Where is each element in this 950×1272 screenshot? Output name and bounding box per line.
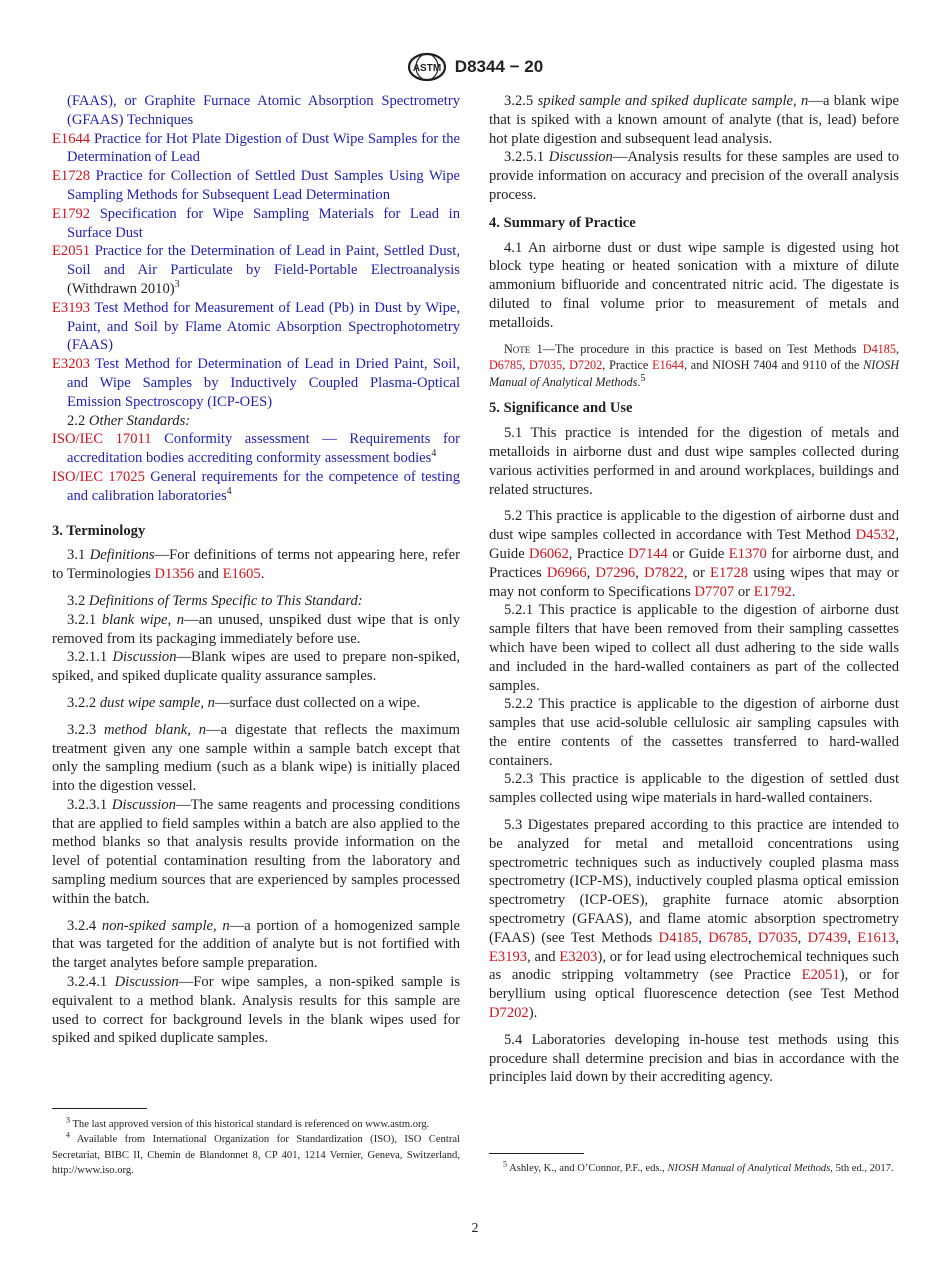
link-d7439[interactable]: D7439 [807,929,848,946]
link-e1370[interactable]: E1370 [728,545,767,562]
section-4-heading: 4. Summary of Practice [489,214,636,231]
reference-e1728[interactable]: E1728 Practice for Collection of Settled Dust Samples Using Wipe Sampling Methods for Subsequent Lead Determination [52,168,460,203]
paragraph-4-1: 4.1 An airborne dust or dust wipe sample is digested using hot block type heating or heated sonication with a mixture of dilute ammonium bifluoride and concentrated nitric acid. The digestate is diluted to final volume prior to measurement of metals and metalloids. [489,239,899,331]
paragraph-5-1: 5.1 This practice is intended for the digestion of metals and metalloids in airborne dust and dust wipe samples collected during various activities performed in and around workplaces, buildings and related structures. [489,425,899,498]
footnote-3: $^3$ The last approved version of this historical standard is referenced on www.astm.org. [66,1115,430,1130]
link-e1613[interactable]: E1613 [857,929,896,946]
note-1: Note 1—The procedure in this practice is based on Test Methods D4185, D6785, D7035, D7202, Practice E1644, and NIOSH 7404 and 9110 of the NIOSH Manual of Analytical Methods.$^5$ [489,341,900,389]
link-d6966[interactable]: D6966 [546,564,587,581]
standard-designation: D8344 − 20 [454,57,544,76]
link-d7035-b[interactable]: D7035 [757,929,798,946]
link-d7822[interactable]: D7822 [644,564,684,581]
link-e3203[interactable]: E3203 [559,948,598,965]
paragraph-3-2-3-1: 3.2.3.1 Discussion—The same reagents and processing conditions that are applied to field samples within a batch are also applied to the method blanks so that analysis results provide information on the level of potential contamination resulting from the laboratory and sampling medium sources that are experienced by samples processed within the batch. [52,796,461,907]
astm-logo-icon [407,52,447,82]
link-d7202[interactable]: D7202 [569,358,603,373]
footnotes-left [52,1117,460,1179]
paragraph-3-2-5-1: 3.2.5.1 Discussion—Analysis results for these samples are used to provide information on accuracy and precision of the overall analysis process. [489,149,900,203]
link-d7202-b[interactable]: D7202 [489,1005,529,1022]
paragraph-3-1: 3.1 Definitions—For definitions of terms not appearing here, refer to Terminologies D1356 and E1605. [52,547,460,583]
link-e1605[interactable]: E1605 [222,566,261,583]
paragraph-3-2: 3.2 Definitions of Terms Specific to This Standard: [67,592,363,609]
reference-e1792[interactable]: E1792 Specification for Wipe Sampling Materials for Lead in Surface Dust [52,205,460,241]
paragraph-3-2-3: 3.2.3 method blank, n—a digestate that reflects the maximum treatment given any one sample within a sample batch except that only the sampling medium (such as a blank wipe) is initially placed into the digestion vessel. [52,721,460,795]
paragraph-5-2-1: 5.2.1 This practice is applicable to the digestion of airborne dust sample filters that have been removed from their sampling cassettes which have been wiped to collect all dust adhering to the side walls and included in the hard-walled containers as part of the collected samples. [489,602,899,694]
paragraph-3-2-4: 3.2.4 non-spiked sample, n—a portion of a homogenized sample that was targeted for the addition of analyte but is not fortified with the target analytes before sample preparation. [52,917,461,972]
right-column [489,92,899,1087]
link-d4185[interactable]: D4185 [862,341,896,356]
paragraph-5-2-3: 5.2.3 This practice is applicable to the digestion of settled dust samples collected using wipe materials in hard-walled containers. [489,771,899,807]
paragraph-5-3: 5.3 Digestates prepared according to this practice are intended to be analyzed for metal and metalloid concentrations using spectrometric techniques such as inductively coupled plasma mass spectrometry (ICP-MS), inductively coupled plasma optical emission spectrometry (ICP-OES), graphite furnace atomic absorption spectrometry (GFAAS), and flame atomic absorption spectrometry (FAAS) (see Test Methods D4185, D6785, D7035, D7439, E1613, E3193, and E3203), or for lead using electrochemical techniques such as anodic stripping voltammetry (see Practice E2051), or for beryllium using optical fluorescence detection (see Test Method D7202). [489,817,900,1022]
paragraph-3-2-5: 3.2.5 spiked sample and spiked duplicate sample, n—a blank wipe that is spiked with a known amount of analyte (that is, lead) before hot plate digestion and subsequent lead analysis. [489,93,899,147]
reference-iso-17025[interactable]: ISO/IEC 17025 General requirements for the competence of testing and calibration laboratories$^4$ [52,468,460,504]
paragraph-5-2: 5.2 This practice is applicable to the digestion of airborne dust and dust wipe samples collected in accordance with Test Method D4532, Guide D6062, Practice D7144 or Guide E1370 for airborne dust, and Practices D6966, D7296, D7822, or E1728 using wipes that may or may not conform to Specifications D7707 or E1792. [489,508,900,600]
reference-e1644[interactable]: E1644 Practice for Hot Plate Digestion of Dust Wipe Samples for the Determination of Lead [52,130,460,166]
page-header [0,52,950,82]
other-standards-heading: 2.2 Other Standards: [67,412,191,429]
footnote-4: $^4$ Available from International Organization for Standardization (ISO), ISO Central Secretariat, BIBC II, Chemin de Blandonnet 8, CP 401, 1214 Vernier, Geneva, Switzerland, http://www.iso.org. [52,1130,460,1177]
reference-e2051[interactable]: E2051 Practice for the Determination of Lead in Paint, Settled Dust, Soil and Air Particulate by Field-Portable Electroanalysis (Withdrawn 2010)$^3$ [52,243,460,297]
reference-continuation: (FAAS), or Graphite Furnace Atomic Absorption Spectrometry (GFAAS) Techniques [67,93,460,128]
footnotes-right [489,1161,899,1176]
footnote-5: $^5$ Ashley, K., and O’Connor, P.F., eds., NIOSH Manual of Analytical Methods, 5th ed., 2017. [503,1159,894,1174]
section-3-heading: 3. Terminology [52,522,146,539]
link-d1356[interactable]: D1356 [154,566,195,583]
paragraph-3-2-1: 3.2.1 blank wipe, n—an unused, unspiked dust wipe that is only removed from its packaging immediately before use. [52,611,460,647]
link-d4185-b[interactable]: D4185 [658,929,699,946]
section-5-heading: 5. Significance and Use [489,400,633,417]
link-e1728[interactable]: E1728 [710,564,749,581]
paragraph-3-2-2: 3.2.2 dust wipe sample, n—surface dust collected on a wipe. [67,694,421,711]
link-d6785-b[interactable]: D6785 [708,929,748,946]
link-e3193[interactable]: E3193 [489,948,528,965]
link-e2051[interactable]: E2051 [801,967,840,984]
link-e1792[interactable]: E1792 [753,583,792,600]
link-d7144[interactable]: D7144 [628,545,668,562]
reference-e3203[interactable]: E3203 Test Method for Determination of Lead in Dried Paint, Soil, and Wipe Samples by Inductively Coupled Plasma-Optical Emission Spectroscopy (ICP-OES) [52,356,460,410]
paragraph-5-4: 5.4 Laboratories developing in-house test methods using this procedure shall determine precision and bias in accordance with the principles laid down by their accrediting agency. [489,1031,899,1086]
reference-iso-17011[interactable]: ISO/IEC 17011 Conformity assessment — Requirements for accreditation bodies accrediting conformity assessment bodies$^4$ [52,431,460,467]
link-d7707[interactable]: D7707 [694,583,735,600]
link-e1644[interactable]: E1644 [652,358,684,373]
footnote-rule-left [52,1108,147,1109]
paragraph-3-2-1-1: 3.2.1.1 Discussion—Blank wipes are used to prepare non-spiked, spiked, and spiked duplicate quality assurance samples. [52,649,460,685]
paragraph-5-2-2: 5.2.2 This practice is applicable to the digestion of airborne dust samples that use acid-soluble cellulosic air sampling capsules with the entire contents of the cassettes transferred to hard-walled containers. [489,696,899,769]
reference-e3193[interactable]: E3193 Test Method for Measurement of Lead (Pb) in Dust by Wipe, Paint, and Soil by Flame Atomic Absorption Spectrophotometry (FAAS) [52,299,460,354]
page-number: 2 [471,1221,479,1236]
link-d6062[interactable]: D6062 [529,545,569,562]
left-column [52,92,460,1048]
link-d4532[interactable]: D4532 [855,527,896,544]
link-d7296[interactable]: D7296 [595,564,636,581]
svg-text:ASTM: ASTM [412,63,441,74]
paragraph-3-2-4-1: 3.2.4.1 Discussion—For wipe samples, a non-spiked sample is equivalent to a method blank. Analysis results for this sample are used to correct for background levels in the blank wipes used for spiked and spiked duplicate samples. [52,974,460,1047]
link-d7035[interactable]: D7035 [529,358,563,373]
link-d6785[interactable]: D6785 [489,358,523,373]
footnote-rule-right [489,1153,584,1154]
